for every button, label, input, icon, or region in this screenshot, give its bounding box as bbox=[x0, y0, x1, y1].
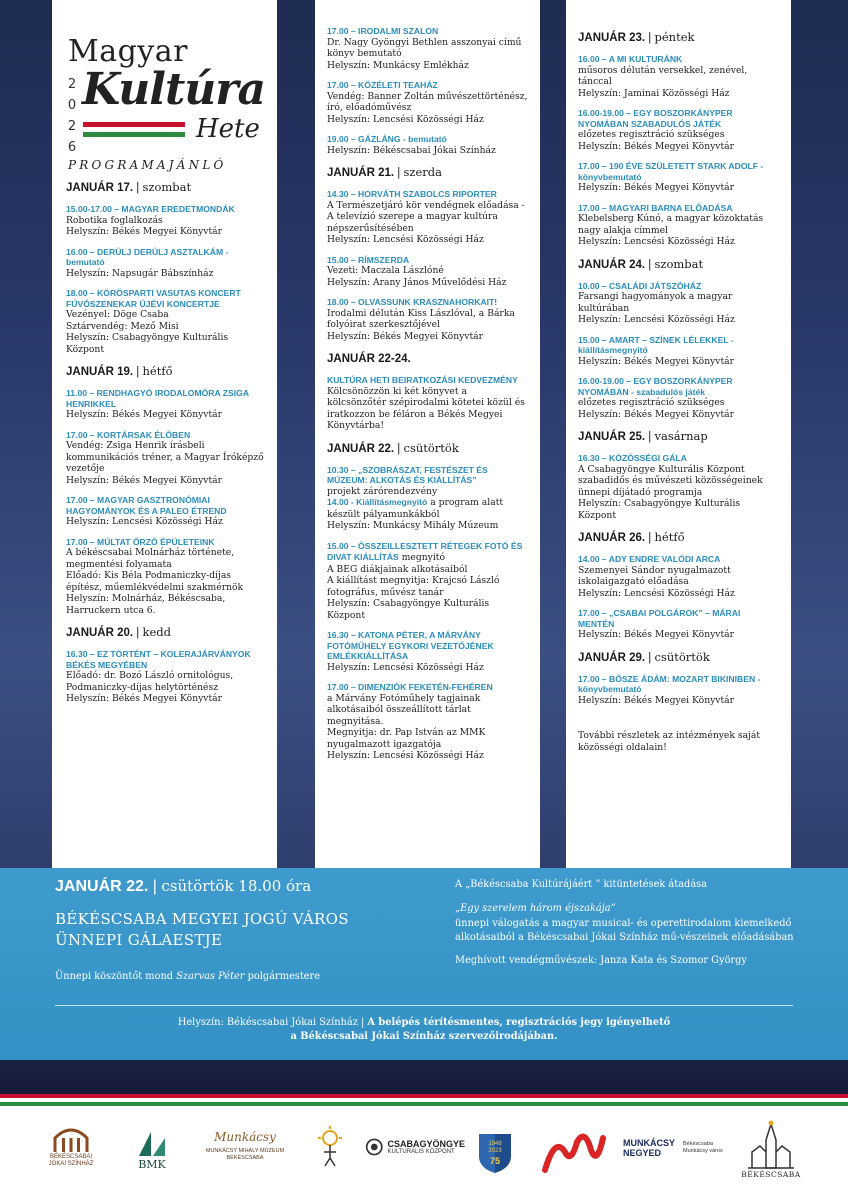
day-header: JANUÁR 20. | kedd bbox=[66, 625, 171, 639]
event-title: 17.00 – MÚLTAT ŐRZŐ ÉPÜLETEINK bbox=[66, 536, 215, 547]
magyar-kultura-hete-logo: Magyar 2 0 2 6 Kultúra Hete PROGRAMAJÁNLÓ bbox=[67, 34, 265, 172]
guest-artists: Meghívott vendégművészek: Janza Kata és Szomor György bbox=[455, 955, 747, 966]
program-column-2 bbox=[315, 0, 540, 868]
event-title: 15.00-17.00 – MAGYAR EREDETMONDÁK bbox=[66, 204, 235, 214]
day-header: JANUÁR 25. | vasárnap bbox=[578, 429, 708, 443]
event-item: 14.00 – ADY ENDRE VALÓDI ARCA Szemenyei Sándor nyugalmazott iskolaigazgató előadása Helyszín: Lencsési Közösségi Ház bbox=[578, 554, 779, 599]
event-title: 15.00 – AMART – SZÍNEK LÉLEKKEL - kiállításmegnyitó bbox=[578, 334, 734, 355]
hungarian-flag-icon bbox=[83, 122, 185, 137]
venue-info: Helyszín: Békéscsabai Jókai Színház | A belépés térítésmentes, regisztrációs jegy igényelhető a Békéscsabai Jókai Színház szervezőirodájában. bbox=[177, 1017, 671, 1042]
award-text: A „Békéscsaba Kultúrájáért ” kitüntetések átadása bbox=[455, 879, 708, 890]
day-header: JANUÁR 24. | szombat bbox=[578, 256, 704, 271]
sun-puppet-logo bbox=[312, 1126, 348, 1168]
bmk-logo: BMK bbox=[130, 1128, 174, 1171]
event-item: 16.00 – DERÜLJ DERÜLJ ASZTALKÁM - bemutató Helyszín: Napsugár Bábszínház bbox=[66, 247, 265, 280]
event-item: 18.00 – OLVASSUNK KRASZNAHORKAIT! Irodalmi délután Kiss Lászlóval, a Bárka folyóirat szerkesztőjével Helyszín: Békés Megyei Könyvtár bbox=[327, 297, 528, 342]
event-item: 17.00 – „CSABAI POLGÁROK” – MÁRAI MENTÉN Helyszín: Békés Megyei Könyvtár bbox=[578, 608, 779, 641]
day-header: JANUÁR 22-24. bbox=[327, 353, 411, 365]
day-header: JANUÁR 17. | szombat bbox=[66, 180, 192, 194]
event-title: 17.00 – „CSABAI POLGÁROK” – MÁRAI MENTÉN bbox=[578, 608, 741, 629]
event-item: 18.00 – KÖRÖSPARTI VASUTAS KONCERT FÚVÓSZENEKAR ÚJÉVI KONCERTJE Vezényel: Döge Csaba Sztárvendég: Mező Misi Helyszín: Csabagyöngye Kulturális Központ bbox=[66, 288, 265, 355]
bekescsaba-city-logo: BÉKÉSCSABA bbox=[742, 1120, 800, 1179]
event-title: 14.00 – ADY ENDRE VALÓDI ARCA bbox=[578, 554, 721, 564]
event-title: 16.00-19.00 – EGY BOSZORKÁNYPER NYOMÁBAN - szabadulós játék bbox=[578, 376, 733, 397]
program-column-3 bbox=[566, 0, 791, 868]
event-title: 17.00 – MAGYARI BARNA ELŐADÁSA bbox=[578, 202, 733, 213]
shield-icon bbox=[477, 1132, 513, 1174]
svg-text:1948: 1948 bbox=[488, 1141, 502, 1147]
event-item: 17.00 – KÖZÉLETI TEAHÁZ Vendég: Banner Zoltán művészettörténész, író, előadóművész Helyszín: Lencsési Közösségi Ház bbox=[327, 80, 528, 125]
event-item: 17.00 – KORTÁRSAK ÉLŐBEN Vendég: Zsiga Henrik írásbeli kommunikációs tréner, a Magyar Íróképző vezetője Helyszín: Békés Megyei Könyvtár bbox=[66, 429, 264, 486]
event-item: 17.00 – MAGYAR GASZTRONÓMIAI HAGYOMÁNYOK ÉS A PALEO ÉTREND Helyszín: Lencsési Közösségi Ház bbox=[66, 495, 265, 528]
event-title: 17.00 – MAGYAR GASZTRONÓMIAI HAGYOMÁNYOK ÉS A PALEO ÉTREND bbox=[66, 495, 227, 516]
svg-text:2023: 2023 bbox=[488, 1148, 502, 1154]
event-item: 15.00 – AMART – SZÍNEK LÉLEKKEL - kiállításmegnyitó Helyszín: Békés Megyei Könyvtár bbox=[578, 335, 779, 368]
event-title: 10.00 – CSALÁDI JÁTSZÓHÁZ bbox=[578, 280, 702, 291]
event-title: 15.00 – RÍMSZERDA bbox=[327, 254, 410, 265]
dark-band bbox=[0, 1060, 848, 1096]
event-item: 19.00 – GÁZLÁNG - bemutató Helyszín: Békéscsabai Jókai Színház bbox=[327, 134, 528, 156]
event-title: 19.00 – GÁZLÁNG - bemutató bbox=[327, 134, 447, 144]
sun-icon bbox=[313, 1126, 347, 1168]
day-header: JANUÁR 29. | csütörtök bbox=[578, 649, 710, 664]
book-icon bbox=[137, 1128, 167, 1158]
day-header: JANUÁR 23. | péntek bbox=[578, 30, 695, 44]
event-title: 18.00 – KÖRÖSPARTI VASUTAS KONCERT FÚVÓSZENEKAR ÚJÉVI KONCERTJE bbox=[66, 288, 241, 309]
church-tower-icon bbox=[746, 1120, 796, 1170]
event-title: 16.30 – KÖZÖSSÉGI GÁLA bbox=[578, 453, 687, 463]
event-item: 17.00 – DIMENZIÓK FEKETÉN-FEHÉREN a Márvány Fotóműhely tagjainak alkotásaiból összeállított tárlat megnyitása. Megnyitja: dr. Pap István az MMK nyugalmazott igazgatója Helyszín: Lencsési Közösségi Ház bbox=[327, 682, 528, 762]
gala-greeting: Ünnepi köszöntőt mond Szarvas Péter polgármestere bbox=[55, 971, 321, 982]
day-header: JANUÁR 21. | szerda bbox=[327, 165, 442, 179]
event-item: 16.00 – A MI KULTURÁNK műsoros délután versekkel, zenével, tánccal Helyszín: Jaminai Közösségi Ház bbox=[578, 54, 779, 99]
more-info-note: További részletek az intézmények saját közösségi oldalain! bbox=[578, 730, 761, 753]
day-header: JANUÁR 26. | hétfő bbox=[578, 530, 685, 544]
event-item: 15.00-17.00 – MAGYAR EREDETMONDÁK Robotika foglalkozás Helyszín: Békés Megyei Könyvtár bbox=[66, 204, 265, 238]
show-title: „Egy szerelem három éjszakája” bbox=[455, 902, 616, 914]
school-shield-logo bbox=[476, 1132, 514, 1174]
event-title: 16.30 – KATONA PÉTER, A MÁRVÁNY FOTÓMŰHELY EGYKORI VEZETŐJÉNEK EMLÉKKIÁLLÍTÁSA bbox=[327, 630, 494, 661]
brush-stroke-icon bbox=[541, 1130, 607, 1174]
event-title: 17.00 – IRODALMI SZALON bbox=[327, 26, 439, 36]
event-title: KULTÚRA HETI BEIRATKOZÁSI KEDVEZMÉNY bbox=[327, 375, 518, 385]
event-title: 17.00 – BŐSZE ÁDÁM: MOZART BIKINIBEN - könyvbemutató bbox=[578, 673, 761, 694]
event-title: 14.30 – HORVÁTH SZABOLCS RIPORTER bbox=[327, 189, 497, 199]
event-title: 16.00 – A MI KULTURÁNK bbox=[578, 54, 683, 64]
day-header: JANUÁR 19. | hétfő bbox=[66, 364, 173, 378]
event-title: 17.00 – 190 ÉVE SZÜLETETT STARK ADOLF - könyvbemutató bbox=[578, 161, 764, 182]
event-title: 11.00 – RENDHAGYÓ IRODALOMÓRA ZSIGA HENRIKKEL bbox=[66, 388, 249, 409]
gala-title: BÉKÉSCSABA MEGYEI JOGÚ VÁROS ÜNNEPI GÁLAESTJE bbox=[55, 910, 349, 949]
gala-banner bbox=[0, 868, 848, 1060]
event-item: 16.30 – EZ TÖRTÉNT – KOLERAJÁRVÁNYOK BÉKÉS MEGYÉBEN Előadó: dr. Bozó László ornitológus, Podmaniczky-díjas helytörténész Helyszín: Békés Megyei Könyvtár bbox=[66, 649, 265, 705]
munkacsy-negyed-logo: MUNKÁCSY NEGYED Békéscsaba Munkácsy város bbox=[622, 1138, 723, 1158]
gala-date: JANUÁR 22. | csütörtök 18.00 óra bbox=[55, 877, 312, 895]
event-title: 16.30 – EZ TÖRTÉNT – KOLERAJÁRVÁNYOK BÉKÉS MEGYÉBEN bbox=[66, 649, 251, 670]
event-item: 15.00 – RÍMSZERDA Vezeti: Maczala Lászlóné Helyszín: Arany János Művelődési Ház bbox=[327, 255, 528, 289]
csabagyongye-logo: CSABAGYÖNGYE KULTURÁLIS KÖZPONT bbox=[365, 1136, 465, 1158]
event-item: 17.00 – IRODALMI SZALON Dr. Nagy Gyöngyi Bethlen asszonyai című könyv bemutató Helyszín: Munkácsy Emlékház bbox=[327, 26, 528, 71]
event-item: 17.00 – BŐSZE ÁDÁM: MOZART BIKINIBEN - könyvbemutató Helyszín: Békés Megyei Könyvtár bbox=[578, 674, 779, 707]
divider bbox=[55, 1005, 793, 1006]
hungarian-tricolor-stripe bbox=[0, 1094, 848, 1106]
event-item: 16.00-19.00 – EGY BOSZORKÁNYPER NYOMÁBAN - szabadulós játék előzetes regisztráció szükséges Helyszín: Békés Megyei Könyvtár bbox=[578, 376, 779, 420]
event-item: 16.30 – KATONA PÉTER, A MÁRVÁNY FOTÓMŰHELY EGYKORI VEZETŐJÉNEK EMLÉKKIÁLLÍTÁSA Helyszín: Lencsési Közösségi Ház bbox=[327, 630, 528, 673]
event-item: 17.00 – 190 ÉVE SZÜLETETT STARK ADOLF - könyvbemutató Helyszín: Békés Megyei Könyvtár bbox=[578, 161, 779, 194]
show-description: ünnepi válogatás a magyar musical- és operettirodalom kiemelkedő alkotásaiból a Békéscsabai Jókai Színház mű-vészeinek előadásában bbox=[455, 918, 794, 943]
event-title: 17.00 – KÖZÉLETI TEAHÁZ bbox=[327, 80, 438, 90]
munkacsy-muzeum-logo: Munkácsy MUNKÁCSY MIHÁLY MÚZEUM BÉKÉSCSABA bbox=[205, 1130, 285, 1161]
svg-text:75: 75 bbox=[489, 1156, 501, 1166]
logo-year: 2 0 2 6 bbox=[67, 77, 77, 155]
event-item: 16.30 – KÖZÖSSÉGI GÁLA A Csabagyöngye Kulturális Központ szabadidős és művészeti közösségeinek ünnepi díjátadó programja Helyszín: Csabagyöngye Kulturális Központ bbox=[578, 453, 779, 521]
event-item: 14.30 – HORVÁTH SZABOLCS RIPORTER A Természetjáró kör vendégnek előadása - A televízió szerepe a magyar kultúra népszerűsítésében Helyszín: Lencsési Közösségi Ház bbox=[327, 189, 528, 246]
event-item: 17.00 – MÚLTAT ŐRZŐ ÉPÜLETEINK A békéscsabai Molnárház története, megmentési folyamata Előadó: Kis Béla Podmaniczky-díjas építész, műemlékvédelmi szakmérnök Helyszín: Molnárház, Békéscsaba, Harruckern utca 6. bbox=[66, 537, 265, 617]
event-title: 17.00 – KORTÁRSAK ÉLŐBEN bbox=[66, 429, 191, 440]
event-item: 15.00 – ÖSSZEILLESZTETT RÉTEGEK FOTÓ ÉS DIVAT KIÁLLÍTÁS megnyitó A BEG diákjainak alkotásaiból A kiállítást megnyitja: Krajcsó László fotográfus, művész tanár Helyszín: Csabagyöngye Kulturális Központ bbox=[327, 540, 523, 621]
sponsor-logos bbox=[0, 1106, 848, 1200]
event-title: 17.00 – DIMENZIÓK FEKETÉN-FEHÉREN bbox=[327, 682, 493, 692]
event-title: 16.00-19.00 – EGY BOSZORKÁNYPER NYOMÁBAN SZABADULÓS JÁTÉK bbox=[578, 108, 733, 129]
event-title: 10.30 – „SZOBRÁSZAT, FESTÉSZET ÉS MÚZEUM: ALKOTÁS ÉS KIÁLLÍTÁS” bbox=[327, 464, 488, 485]
day-header: JANUÁR 22. | csütörtök bbox=[327, 440, 459, 455]
pearl-icon bbox=[365, 1136, 383, 1158]
event-item: 16.00-19.00 – EGY BOSZORKÁNYPER NYOMÁBAN SZABADULÓS JÁTÉK előzetes regisztráció szükséges Helyszín: Békés Megyei Könyvtár bbox=[578, 108, 779, 152]
event-title: 16.00 – DERÜLJ DERÜLJ ASZTALKÁM - bemutató bbox=[66, 246, 229, 267]
event-item: 10.00 – CSALÁDI JÁTSZÓHÁZ Farsangi hagyományok a magyar kultúrában Helyszín: Lencsési Közösségi Ház bbox=[578, 281, 779, 326]
munkacsy-brush-logo bbox=[540, 1130, 608, 1174]
theatre-icon bbox=[51, 1124, 91, 1154]
jokai-szinhaz-logo: BÉKÉSCSABAI JÓKAI SZÍNHÁZ bbox=[40, 1124, 102, 1168]
event-item: KULTÚRA HETI BEIRATKOZÁSI KEDVEZMÉNY Kölcsönözzön ki két könyvet a kölcsönzőtér szépirodalmi kötetei közül és iratkozzon be féláron a Békés Megyei Könyvtárba! bbox=[327, 375, 528, 432]
event-item: 11.00 – RENDHAGYÓ IRODALOMÓRA ZSIGA HENRIKKEL Helyszín: Békés Megyei Könyvtár bbox=[66, 388, 265, 421]
event-item: 17.00 – MAGYARI BARNA ELŐADÁSA Klebelsberg Kúnó, a magyar közoktatás nagy alakja címmel Helyszín: Lencsési Közösségi Ház bbox=[578, 203, 779, 248]
event-title: 18.00 – OLVASSUNK KRASZNAHORKAIT! bbox=[327, 297, 498, 307]
event-item: 10.30 – „SZOBRÁSZAT, FESTÉSZET ÉS MÚZEUM: ALKOTÁS ÉS KIÁLLÍTÁS” projekt zárórendezvény 14.00 - Kiállításmegnyitó a program alatt készült pályamunkákból Helyszín: Munkácsy Mihály Múzeum bbox=[327, 465, 528, 532]
